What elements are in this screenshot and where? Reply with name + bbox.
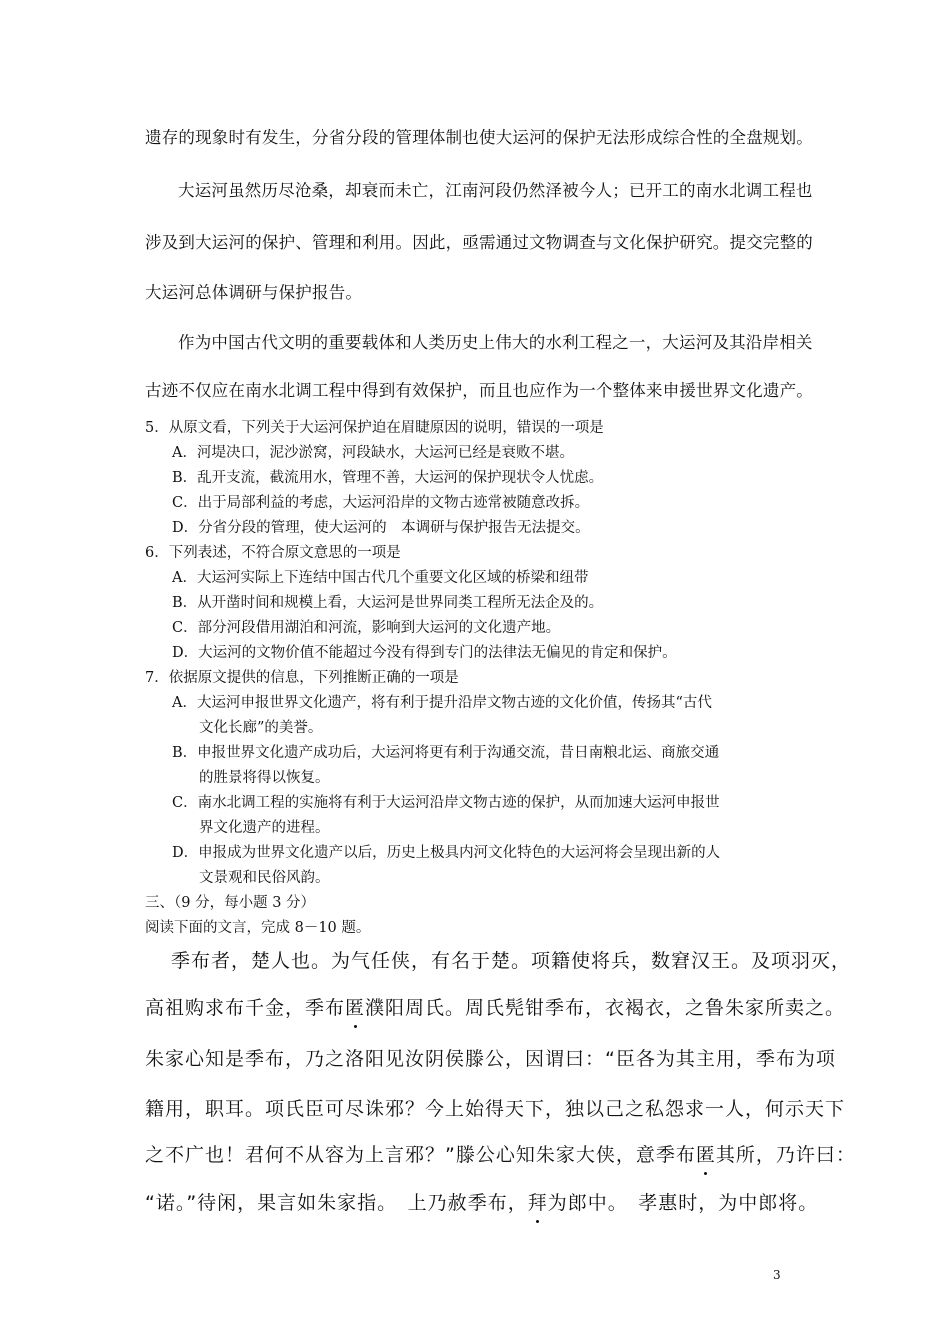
dotted-char-ni-2: 匿 [695, 1144, 716, 1166]
question-7-option-c-cont: 界文化遗产的进程。 [199, 820, 330, 836]
classical-line-1: 季布者，楚人也。为气任侠，有名于楚。项籍使将兵，数窘汉王。及项羽灭， [171, 950, 852, 972]
classical-line-3: 朱家心知是季布，乃之洛阳见汝阴侯滕公，因谓曰：“臣各为其主用，季布为项 [145, 1048, 836, 1070]
page-number: 3 [773, 1268, 781, 1282]
question-7-option-c: C．南水北调工程的实施将有利于大运河沿岸文物古迹的保护，从而加速大运河申报世 [172, 795, 720, 811]
question-7-option-b: B．申报世界文化遗产成功后，大运河将更有利于沟通交流，昔日南粮北运、商旅交通 [172, 745, 720, 761]
question-5-option-d: D．分省分段的管理，使大运河的 本调研与保护报告无法提交。 [172, 520, 590, 536]
question-5-stem: 5．从原文看，下列关于大运河保护迫在眉睫原因的说明，错误的一项是 [145, 420, 604, 436]
question-6-stem: 6．下列表述，不符合原文意思的一项是 [145, 545, 401, 561]
question-7-option-d: D．申报成为世界文化遗产以后，历史上极具内河文化特色的大运河将会呈现出新的人 [172, 845, 721, 861]
question-7-stem: 7．依据原文提供的信息，下列推断正确的一项是 [145, 670, 459, 686]
question-7-option-b-cont: 的胜景将得以恢复。 [199, 770, 330, 786]
passage-line-4: 大运河总体调研与保护报告。 [145, 283, 363, 302]
passage-line-1: 遗存的现象时有发生，分省分段的管理体制也使大运河的保护无法形成综合性的全盘规划。 [145, 128, 813, 147]
question-5-option-b: B．乱开支流，截流用水，管理不善，大运河的保护现状令人忧虑。 [172, 470, 604, 486]
classical-line-5-b: 其所，乃许曰： [715, 1144, 856, 1166]
classical-line-4: 籍用，职耳。项氏臣可尽诛邪？今上始得天下，独以己之私怨求一人，何示天下 [145, 1098, 846, 1120]
classical-line-6 [145, 1188, 818, 1215]
question-7-option-d-cont: 文景观和民俗风韵。 [199, 870, 330, 886]
classical-line-6-a: “诺。”待闲，果言如朱家指。 上乃赦季布， [145, 1192, 528, 1214]
classical-line-2-a: 高祖购求布千金，季布 [145, 997, 346, 1019]
section-3-instruction: 阅读下面的文言，完成 8－10 题。 [145, 920, 371, 936]
question-6-option-a: A．大运河实际上下连结中国古代几个重要文化区域的桥梁和纽带 [172, 570, 589, 586]
classical-line-5-a: 之不广也！君何不从容为上言邪？”滕公心知朱家大侠，意季布 [145, 1144, 696, 1166]
section-3-heading: 三、（9 分，每小题 3 分） [145, 895, 316, 911]
question-7-option-a: A．大运河申报世界文化遗产，将有利于提升沿岸文物古迹的文化价值，传扬其“古代 [172, 695, 712, 711]
passage-line-6: 古迹不仅应在南水北调工程中得到有效保护，而且也应作为一个整体来申援世界文化遗产。 [145, 381, 813, 400]
passage-line-3: 涉及到大运河的保护、管理和利用。因此，亟需通过文物调查与文化保护研究。提交完整的 [145, 233, 813, 252]
question-6-option-b: B．从开凿时间和规模上看，大运河是世界同类工程所无法企及的。 [172, 595, 604, 611]
dotted-char-ni: 匿 [345, 997, 366, 1019]
classical-line-2-b: 濮阳周氏。周氏髡钳季布，衣褐衣，之鲁朱家所卖之。 [365, 997, 846, 1019]
dotted-char-bai: 拜 [527, 1192, 548, 1214]
question-5-option-a: A．河堤决口，泥沙淤窝，河段缺水，大运河已经是衰败不堪。 [172, 445, 574, 461]
classical-line-6-b: 为郎中。 孝惠时，为中郎将。 [547, 1192, 819, 1214]
passage-line-5: 作为中国古代文明的重要载体和人类历史上伟大的水利工程之一，大运河及其沿岸相关 [178, 333, 813, 352]
classical-line-2 [145, 993, 845, 1020]
question-6-option-d: D．大运河的文物价值不能超过今没有得到专门的法律法无偏见的肯定和保护。 [172, 645, 677, 661]
question-7-option-a-cont: 文化长廊”的美誉。 [199, 720, 323, 736]
classical-line-5 [145, 1140, 856, 1167]
passage-line-2: 大运河虽然历尽沧桑，却衰而未亡，江南河段仍然泽被今人；已开工的南水北调工程也 [178, 181, 813, 200]
question-6-option-c: C．部分河段借用湖泊和河流，影响到大运河的文化遗产地。 [172, 620, 561, 636]
question-5-option-c: C．出于局部利益的考虑，大运河沿岸的文物古迹常被随意改拆。 [172, 495, 590, 511]
